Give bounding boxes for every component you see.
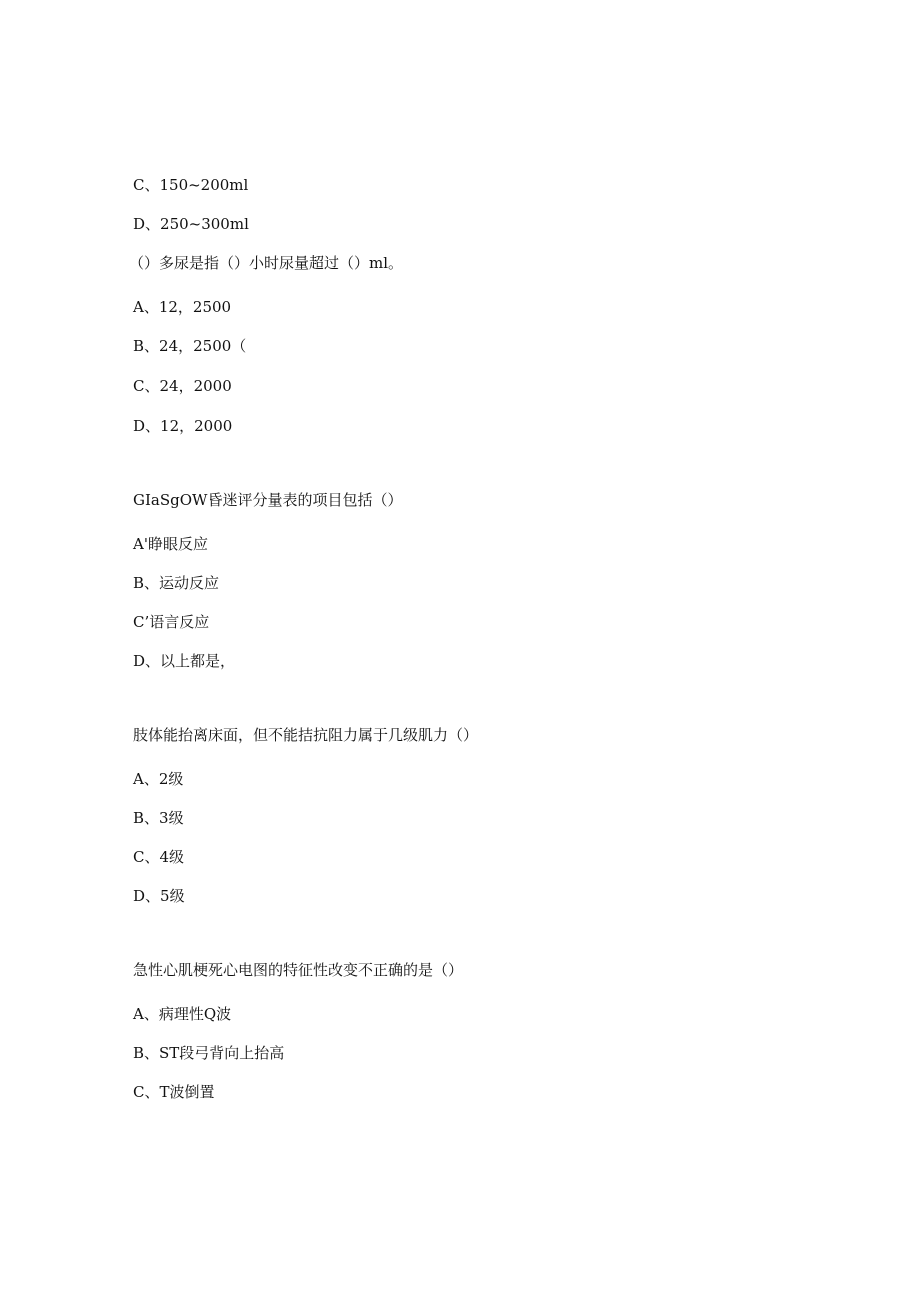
option-d-text: D、12，2000 xyxy=(133,417,233,435)
option-a-text: A'睁眼反应 xyxy=(133,535,208,553)
option-b-text: B、3级 xyxy=(133,809,184,827)
option-c-text: C、4级 xyxy=(133,848,185,866)
option-a-text: A、12，2500 xyxy=(133,298,232,316)
option-c-text: C、24，2000 xyxy=(133,377,232,395)
option-b-text: B、24，2500（ xyxy=(133,337,247,355)
option-a-text: A、2级 xyxy=(133,770,184,788)
option-a-text: A、病理性Q波 xyxy=(133,1005,232,1023)
option-c-text: C、T波倒置 xyxy=(133,1083,215,1101)
option-c-text: C’语言反应 xyxy=(133,613,210,631)
question-muscle-strength: 肢体能抬离床面，但不能拮抗阻力属于几级肌力（） xyxy=(133,726,479,744)
option-d-text: D、250~300ml xyxy=(133,215,249,233)
option-d-text: D、以上都是， xyxy=(133,652,236,670)
option-b-text: B、运动反应 xyxy=(133,574,220,592)
question-glasgow: GIaSgOW昏迷评分量表的项目包括（） xyxy=(133,491,403,509)
option-d-text: D、5级 xyxy=(133,887,185,905)
question-polyuria: （）多尿是指（）小时尿量超过（）ml。 xyxy=(129,254,404,272)
option-c-text: C、150~200ml xyxy=(133,176,249,194)
question-myocardial-infarction: 急性心肌梗死心电图的特征性改变不正确的是（） xyxy=(133,961,464,979)
option-b-text: B、ST段弓背向上抬高 xyxy=(133,1044,285,1062)
